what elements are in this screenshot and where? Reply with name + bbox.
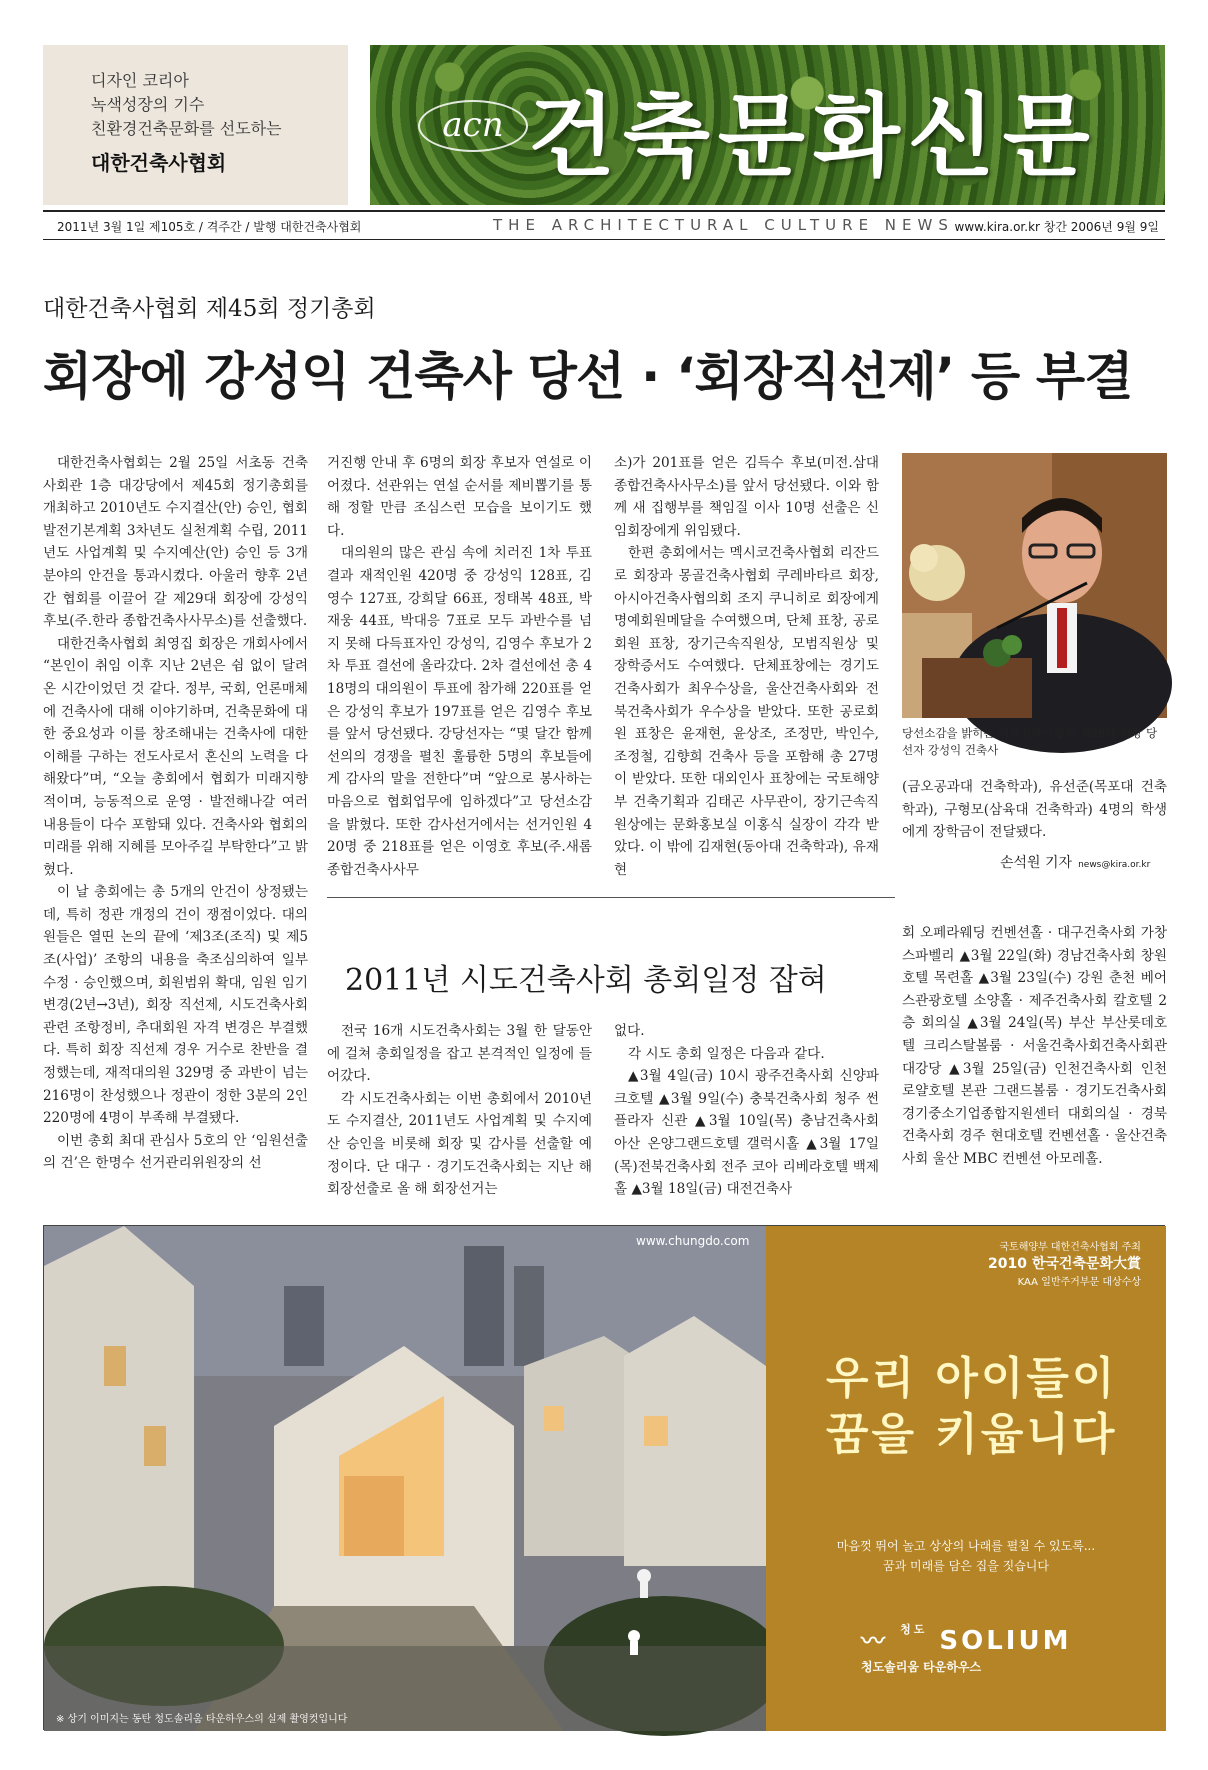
brand-wave-icon: 〰 [861, 1627, 888, 1655]
ad-headline-line: 꿈을 키웁니다 [826, 1409, 1118, 1460]
slogan-org: 대한건축사협회 [91, 151, 227, 175]
article2-headline: 2011년 시도건축사회 총회일정 잡혀 [345, 963, 827, 998]
paragraph: 각 시도 총회 일정은 다음과 같다. [628, 1045, 825, 1062]
website-founded: www.kira.or.kr 창간 2006년 9월 9일 [954, 220, 1159, 234]
award-line: 국토해양부 대한건축사협회 주최 [999, 1242, 1141, 1253]
ad-photo-note: ※ 상기 이미지는 동탄 청도솔리움 타운하우스의 실제 촬영컷입니다 [56, 1714, 348, 1725]
brand-subtitle: 청도솔리움 타운하우스 [861, 1660, 982, 1674]
ad-headline [826, 1351, 1126, 1463]
paragraph: 이번 총회 최대 관심사 5호의 안 ‘임원선출의 건’은 한명수 선거관리위원장의 선 [43, 1132, 308, 1172]
photo-caption: 당선소감을 밝히는 대한건축사협회 제29대 회장 당선자 강성익 건축사 [902, 726, 1158, 757]
section-divider [327, 897, 895, 898]
ad-headline-line: 우리 아이들이 [826, 1353, 1118, 1404]
president-elect-photo [902, 453, 1167, 718]
paragraph: 없다. [614, 1023, 645, 1039]
award-line: 2010 한국건축문화大賞 [988, 1256, 1141, 1272]
paragraph: 전국 16개 시도건축사회는 3월 한 달동안에 걸쳐 총회일정을 잡고 본격적인 일정에 들어갔다. [327, 1023, 592, 1085]
paragraph: 대한건축사협회는 2월 25일 서초동 건축사회관 1층 대강당에서 제45회 정기총회를 개최하고 2010년도 수지결산(안) 승인, 협회발전기본계획 3차년도 실천계획 수립, 2011년도 사업계획 및 수지예산(안) 승인 등 3개 분야의 안건을 통과시켰다. 아울러 향후 2년간 협회를 이끌어 갈 제29대 회장에 강성익 후보(주.한라 종합건축사사무소)를 선출했다. [43, 455, 308, 630]
brand-logo [861, 1621, 1071, 1675]
ad-tagline-line: 꿈과 미래를 담은 집을 짓습니다 [883, 1559, 1049, 1573]
advertisement[interactable] [43, 1225, 1165, 1730]
speaker-illustration [902, 453, 1167, 718]
article-headline: 회장에 강성익 건축사 당선 · ‘회장직선제’ 등 부결 [43, 348, 1133, 407]
article2-column-1 [327, 1020, 592, 1198]
ad-tagline-line: 마음껏 뛰어 놀고 상상의 나래를 펼칠 수 있도록... [836, 1539, 1096, 1553]
paragraph: 대한건축사협회 최영집 회장은 개회사에서 “본인이 취임 이후 지난 2년은 쉼 없이 달려온 시간이었던 것 같다. 정부, 국회, 언론매체에 건축사에 대해 이야기하며, 건축문화에 대한 중요성과 이를 창조해내는 건축사에 대한 이해를 구하는 전도사로서 혼신의 노력을 다해왔다”며, “오늘 총회에서 협회가 미래지향적이며, 능동적으로 운영 · 발전해나갈 여러 내용들이 다수 포함돼 있다. 건축사와 협회의 미래를 위해 지혜를 모아주길 부탁한다”고 밝혔다. [43, 635, 308, 878]
paragraph: 회 오페라웨딩 컨벤션홀 · 대구건축사회 가창 스파벨리 ▲3월 22일(화) 경남건축사회 창원호텔 목련홀 ▲3월 23일(수) 강원 춘천 베어스관광호텔 소양홀 · 제주건축사회 칼호텔 2층 회의실 ▲3월 24일(목) 부산 부산롯데호텔 크리스탈볼룸 · 서울건축사회건축사회관 대강당 ▲3월 25일(금) 인천건축사회 인천 로얄호텔 본관 그랜드볼룸 · 경기도건축사회 경기중소기업종합지원센터 대회의실 · 경북건축사회 경주 현대호텔 컨벤션홀 · 울산건축사회 울산 MBC 컨벤션 아모레홀. [902, 925, 1167, 1167]
paragraph: 소)가 201표를 얻은 김득수 후보(미전.삼대종합건축사사무소)를 앞서 당선됐다. 이와 함께 새 집행부를 책임질 이사 10명 선출은 신임회장에게 위임됐다. [614, 455, 879, 539]
newspaper-title: 건축문화신문 [528, 84, 1098, 189]
brand-name: SOLIUM [939, 1626, 1072, 1656]
byline-email: news@kira.or.kr [1078, 860, 1151, 870]
issue-date: 2011년 3월 1일 제105호 / 격주간 / 발행 대한건축사협회 [57, 220, 362, 234]
english-title: THE ARCHITECTURAL CULTURE NEWS [493, 216, 954, 234]
byline [1000, 852, 1150, 872]
townhouse-photo [44, 1226, 766, 1731]
award-badge [988, 1238, 1141, 1288]
slogan-line: 디자인 코리아 [91, 71, 189, 90]
ad-text-panel [766, 1226, 1166, 1731]
byline-name: 손석원 기자 [1000, 855, 1073, 871]
acn-logo: acn [418, 100, 528, 152]
article2-column-2 [614, 1020, 879, 1198]
slogan-line: 녹색성장의 기수 [91, 95, 205, 114]
award-line: KAA 일반주거부문 대상수상 [1017, 1277, 1141, 1288]
article2-column-3 [902, 922, 1167, 1185]
slogan-line: 친환경건축문화를 선도하는 [91, 119, 282, 138]
issue-info-bar [43, 210, 1165, 240]
townhouse-illustration [44, 1226, 766, 1731]
article-column-2 [327, 452, 592, 878]
article-column-3 [614, 452, 879, 878]
article-kicker: 대한건축사협회 제45회 정기총회 [43, 296, 376, 322]
paragraph: 대의원의 많은 관심 속에 치러진 1차 투표 결과 재적인원 420명 중 강성익 128표, 김영수 127표, 강희달 66표, 정태복 48표, 박재웅 44표, 박대응 7표로 모두 과반수를 넘지 못해 다득표자인 강성익, 김영수 후보가 2차 투표 결선에 올라갔다. 2차 결선에선 총 418명의 대의원이 투표에 참가해 220표를 얻은 강성익 후보가 197표를 얻은 김영수 후보를 앞서 당선됐다. 강당선자는 “몇 달간 함께 선의의 경쟁을 펼친 훌륭한 5명의 후보들에게 감사의 말을 전한다”며 “앞으로 봉사하는 마음으로 협회업무에 임하겠다”고 당선소감을 밝혔다. 또한 감사선거에서는 선거인원 420명 중 218표를 얻은 이영호 후보(주.새롬 종합건축사사무 [327, 545, 592, 878]
paragraph: 각 시도건축사회는 이번 총회에서 2010년도 수지결산, 2011년도 사업계획 및 수지예산 승인을 비롯해 회장 및 감사를 선출할 예정이다. 단 대구 · 경기도건축사회는 지난 해 회장선출로 올 해 회장선거는 [327, 1090, 592, 1198]
brand-prefix: 청도 [900, 1623, 928, 1636]
slogan-box [43, 45, 348, 205]
article-column-1 [43, 452, 308, 1180]
paragraph: ▲3월 4일(금) 10시 광주건축사회 신양파크호텔 ▲3월 9일(수) 충북건축사회 청주 썬플라자 신관 ▲3월 10일(목) 충남건축사회 아산 온양그랜드호텔 갤럭시홀 ▲3월 17일(목)전북건축사회 전주 코아 리베라호텔 백제홀 ▲3월 18일(금) 대전건축사 [614, 1068, 879, 1198]
ad-url[interactable]: www.chungdo.com [636, 1234, 750, 1248]
article-column-4 [902, 776, 1167, 856]
ad-tagline [786, 1536, 1146, 1576]
paragraph: (금오공과대 건축학과), 유선준(목포대 건축학과), 구형모(삼육대 건축학과) 4명의 학생에게 장학금이 전달됐다. [902, 779, 1167, 841]
paragraph: 한편 총회에서는 멕시코건축사협회 리잔드로 회장과 몽골건축사협회 쿠레바타르 회장, 아시아건축사협의회 조지 쿠니히로 회장에게 명예회원메달을 수여했으며, 단체 표창, 공로회원 표창, 장기근속직원상, 모범직원상 및 장학증서도 수여했다. 단체표창에는 경기도건축사회가 최우수상을, 울산건축사회와 전북건축사회가 우수상을 받았다. 또한 공로회원 표창은 윤재현, 윤상조, 조정만, 박인수, 조정철, 김향희 건축사 등을 포함해 총 27명이 받았다. 또한 대외인사 표창에는 국토해양부 건축기획과 김태곤 사무관이, 장기근속직원상에는 문화홍보실 이홍식 실장이 각각 받았다. 이 밖에 김재현(동아대 건축학과), 유재현 [614, 545, 879, 878]
masthead-banner [370, 45, 1165, 205]
paragraph: 이 날 총회에는 총 5개의 안건이 상정됐는데, 특히 정관 개정의 건이 쟁점이었다. 대의원들은 열띤 논의 끝에 ‘제3조(조직) 및 제5조(사업)’ 조항의 내용을 축조심의하여 일부 수정 · 승인했으며, 회원범위 확대, 임원 임기변경(2년→3년), 회장 직선제, 시도건축사회 관련 조항정비, 추대회원 자격 변경은 부결했다. 특히 회장 직선제 경우 거수로 찬반을 결정했는데, 재적대의원 329명 중 과반이 넘는 216명이 찬성했으나 정관이 정한 3분의 2인 220명에 4명이 부족해 부결됐다. [43, 884, 308, 1127]
paragraph: 거진행 안내 후 6명의 회장 후보자 연설로 이어졌다. 선관위는 연설 순서를 제비뽑기를 통해 정할 만큼 조심스런 모습을 보이기도 했다. [327, 455, 592, 539]
